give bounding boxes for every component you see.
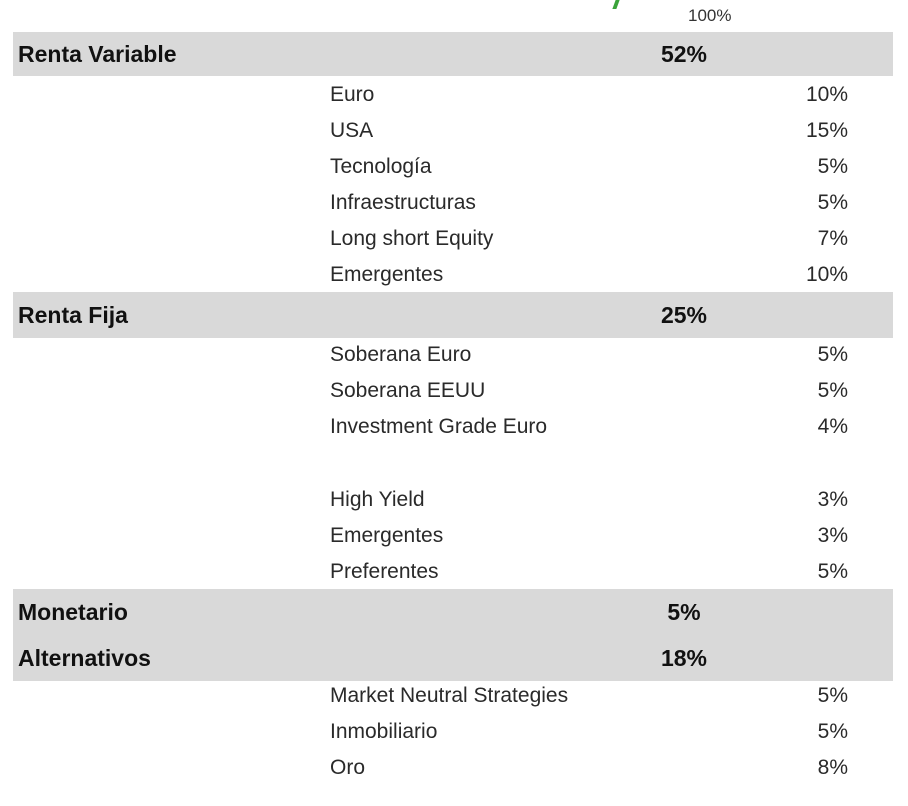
- item-percentage: 5%: [817, 155, 848, 178]
- item-percentage: 5%: [817, 720, 848, 743]
- item-label: Euro: [330, 83, 375, 106]
- category-label: Renta Fija: [18, 302, 128, 328]
- item-percentage: 3%: [817, 488, 848, 511]
- item-label: USA: [330, 119, 374, 142]
- item-label: Infraestructuras: [330, 191, 476, 214]
- item-percentage: 3%: [817, 524, 848, 547]
- item-label: Tecnología: [330, 155, 432, 178]
- item-label: High Yield: [330, 488, 425, 511]
- item-label: Emergentes: [330, 524, 444, 547]
- item-label: Emergentes: [330, 263, 444, 286]
- item-label: Soberana Euro: [330, 343, 472, 366]
- category-percentage: 52%: [660, 41, 708, 67]
- item-label: Inmobiliario: [330, 720, 438, 743]
- item-label: Oro: [330, 756, 366, 779]
- item-percentage: 5%: [817, 560, 848, 583]
- item-label: Market Neutral Strategies: [330, 684, 569, 707]
- category-label: Alternativos: [18, 645, 151, 671]
- total-marker: [612, 0, 619, 9]
- category-percentage: 25%: [660, 302, 708, 328]
- category-label: Monetario: [18, 599, 128, 625]
- item-percentage: 15%: [805, 119, 848, 142]
- item-percentage: 10%: [805, 263, 848, 286]
- item-percentage: 10%: [805, 83, 848, 106]
- item-percentage: 7%: [817, 227, 848, 250]
- item-percentage: 5%: [817, 379, 848, 402]
- item-percentage: 8%: [817, 756, 848, 779]
- item-label: Investment Grade Euro: [330, 415, 548, 438]
- item-percentage: 5%: [817, 343, 848, 366]
- item-percentage: 5%: [817, 684, 848, 707]
- category-percentage: 5%: [667, 599, 701, 625]
- item-percentage: 4%: [817, 415, 848, 438]
- item-label: Preferentes: [330, 560, 439, 583]
- category-percentage: 18%: [660, 645, 708, 671]
- item-label: Soberana EEUU: [330, 379, 486, 402]
- item-percentage: 5%: [817, 191, 848, 214]
- renta-fija-band: [13, 292, 893, 338]
- category-label: Renta Variable: [18, 41, 177, 67]
- item-label: Long short Equity: [330, 227, 494, 250]
- total-percentage: 100%: [688, 6, 732, 25]
